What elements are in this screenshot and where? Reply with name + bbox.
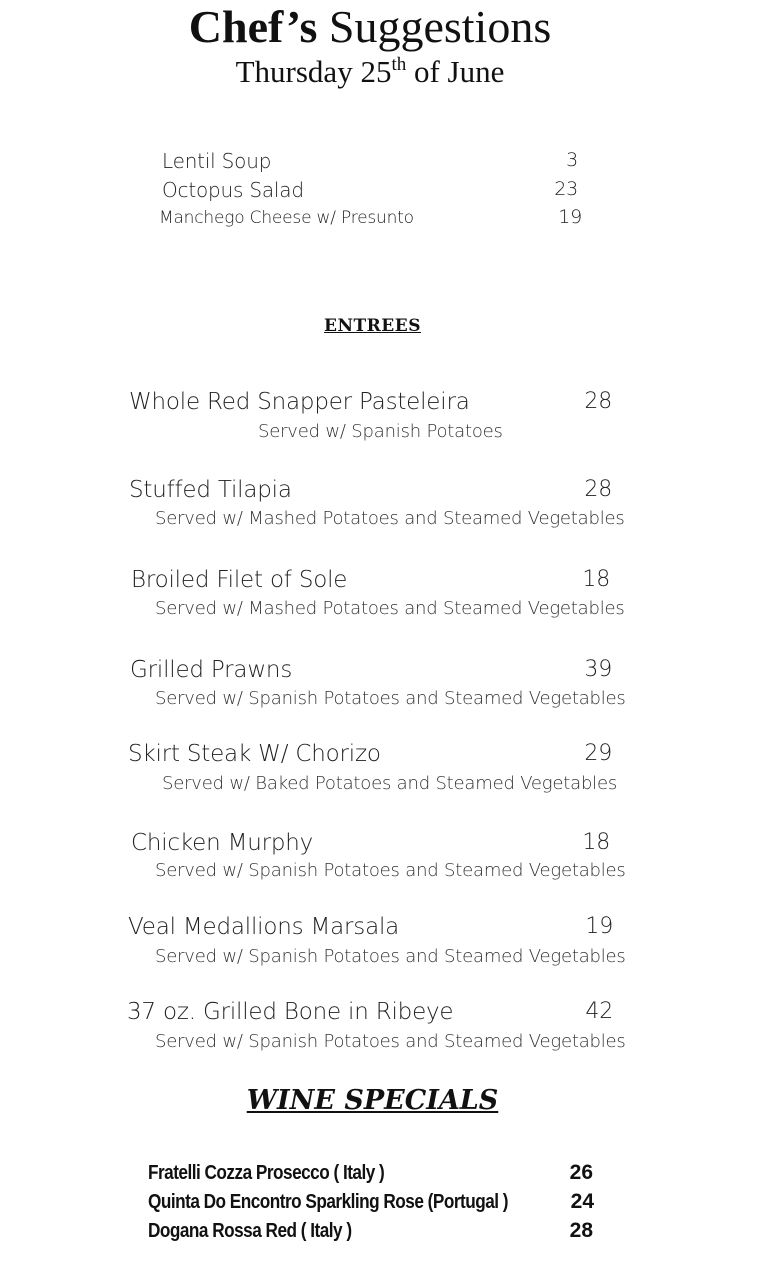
- entree-name: Broiled Filet of Sole: [131, 567, 348, 593]
- appetizer-price: 23: [554, 178, 578, 200]
- wine-price: 26: [569, 1161, 593, 1184]
- entree-price: 28: [584, 477, 612, 502]
- appetizer-name: Octopus Salad: [162, 178, 304, 202]
- entree-name: Veal Medallions Marsala: [128, 914, 400, 940]
- entree-description: Served w/ Mashed Potatoes and Steamed Vegetables: [155, 598, 625, 619]
- entree-description: Served w/ Spanish Potatoes and Steamed Vegetables: [155, 1031, 626, 1052]
- appetizer-price: 19: [558, 206, 582, 228]
- appetizer-name: Manchego Cheese w/ Presunto: [159, 208, 414, 228]
- date-ordinal: th: [391, 54, 407, 75]
- entree-price: 39: [584, 657, 612, 682]
- wine-name: Fratelli Cozza Prosecco ( Italy ): [148, 1162, 385, 1184]
- entree-name: Whole Red Snapper Pasteleira: [129, 389, 470, 415]
- entree-description: Served w/ Mashed Potatoes and Steamed Vegetables: [155, 508, 625, 529]
- menu-date: [0, 54, 740, 90]
- entree-description: Served w/ Spanish Potatoes and Steamed Vegetables: [155, 946, 626, 967]
- wine-name: Quinta Do Encontro Sparkling Rose (Portugal ): [148, 1191, 508, 1213]
- wine-price: 28: [569, 1219, 593, 1242]
- entree-name: Grilled Prawns: [130, 657, 293, 683]
- entree-price: 18: [582, 830, 610, 855]
- entree-price: 18: [582, 567, 610, 592]
- page-title: [0, 2, 740, 52]
- entrees-heading: ENTREES: [324, 316, 421, 336]
- entree-description: Served w/ Spanish Potatoes: [258, 421, 503, 442]
- entree-description: Served w/ Baked Potatoes and Steamed Vegetables: [162, 773, 618, 794]
- date-prefix: Thursday 25: [235, 54, 392, 89]
- entree-price: 28: [584, 389, 612, 414]
- entree-description: Served w/ Spanish Potatoes and Steamed Vegetables: [155, 688, 626, 709]
- entree-description: Served w/ Spanish Potatoes and Steamed Vegetables: [155, 860, 626, 881]
- entree-name: Skirt Steak W/ Chorizo: [128, 741, 381, 767]
- entree-name: 37 oz. Grilled Bone in Ribeye: [127, 999, 454, 1025]
- entree-price: 29: [584, 741, 612, 766]
- title-bold-word: Chef’s: [188, 1, 318, 52]
- wine-specials-heading: WINE SPECIALS: [246, 1085, 499, 1116]
- entree-name: Stuffed Tilapia: [129, 477, 292, 503]
- title-rest-word: Suggestions: [328, 1, 552, 52]
- wine-name: Dogana Rossa Red ( Italy ): [148, 1220, 352, 1242]
- entree-price: 42: [585, 999, 613, 1024]
- entree-name: Chicken Murphy: [131, 830, 314, 856]
- appetizer-price: 3: [566, 149, 578, 171]
- entree-price: 19: [585, 914, 613, 939]
- date-suffix: of June: [413, 54, 505, 89]
- wine-price: 24: [570, 1190, 594, 1213]
- appetizer-name: Lentil Soup: [162, 149, 272, 173]
